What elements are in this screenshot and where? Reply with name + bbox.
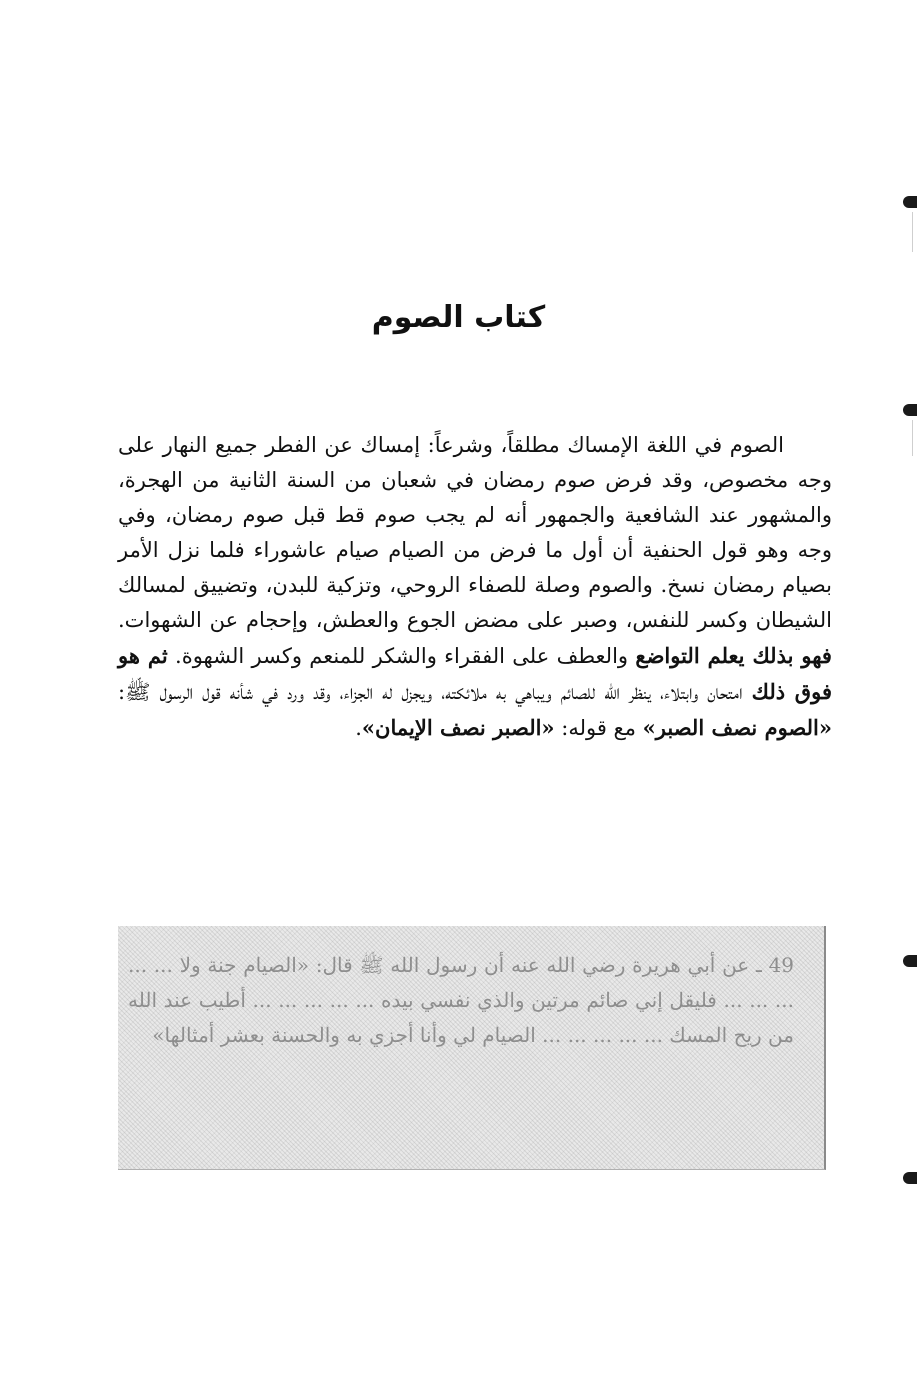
hadith-text: 49 ـ عن أبي هريرة رضي الله عنه أن رسول الله ﷺ قال: «الصيام جنة ولا ... ... ... ... ... فليقل إني صائم مرتين والذي نفسي بيده ... ... ... ... ... أطيب عند الله من ريح المسك ... ... ... ... ... الصيام لي وأنا أجزي به والحسنة بعشر أمثالها» bbox=[128, 953, 795, 1047]
paragraph-end: . bbox=[355, 716, 362, 740]
page-edge-line bbox=[912, 212, 913, 252]
chapter-title: كتاب الصوم bbox=[371, 300, 546, 335]
paragraph-start: الصوم في اللغة الإمساك مطلقاً، وشرعاً: إمساك عن الفطر جميع النهار على وجه مخصوص، وقد فرض صوم رمضان في شعبان من السنة الثانية من الهجرة، والمشهور عند الشافعية والجمهور أنه لم يجب صوم قط قبل صوم رمضان، وفي وجه وهو قول الحنفية أن أول ما فرض من الصيام صيام عاشوراء فلما نزل الأمر بصيام رمضان نسخ. والصوم وصلة للصفاء الروحي، وتزكية للبدن، وتضييق لمسالك الشيطان وكسر للنفس، وصبر على مضض الجوع والعطش، وإحجام عن الشهوات. bbox=[118, 433, 832, 632]
paragraph-continue: امتحان وابتلاء، ينظر الله للصائم ويباهي به ملائكته، ويجزل له الجزاء، وقد ورد في شأنه قول الرسول ﷺ: bbox=[118, 680, 743, 704]
paragraph-middle: والعطف على الفقراء والشكر للمنعم وكسر الشهوة. bbox=[175, 644, 629, 668]
page-edge-mark bbox=[903, 196, 917, 208]
page-edge-mark bbox=[903, 1172, 917, 1184]
body-paragraph bbox=[118, 428, 832, 746]
page-edge-mark bbox=[903, 404, 917, 416]
hadith-quote: «الصبر نصف الإيمان» bbox=[361, 715, 555, 740]
page-edge-mark bbox=[903, 955, 917, 967]
hadith-box bbox=[118, 926, 826, 1170]
paragraph-bold-phrase: ثم هو فوق ذلك bbox=[118, 643, 832, 704]
page-edge-line bbox=[912, 420, 913, 456]
hadith-quote: «الصوم نصف الصبر» bbox=[642, 715, 832, 740]
paragraph-bold-phrase: فهو بذلك يعلم التواضع bbox=[635, 643, 832, 668]
quote-joiner: مع قوله: bbox=[561, 716, 636, 740]
